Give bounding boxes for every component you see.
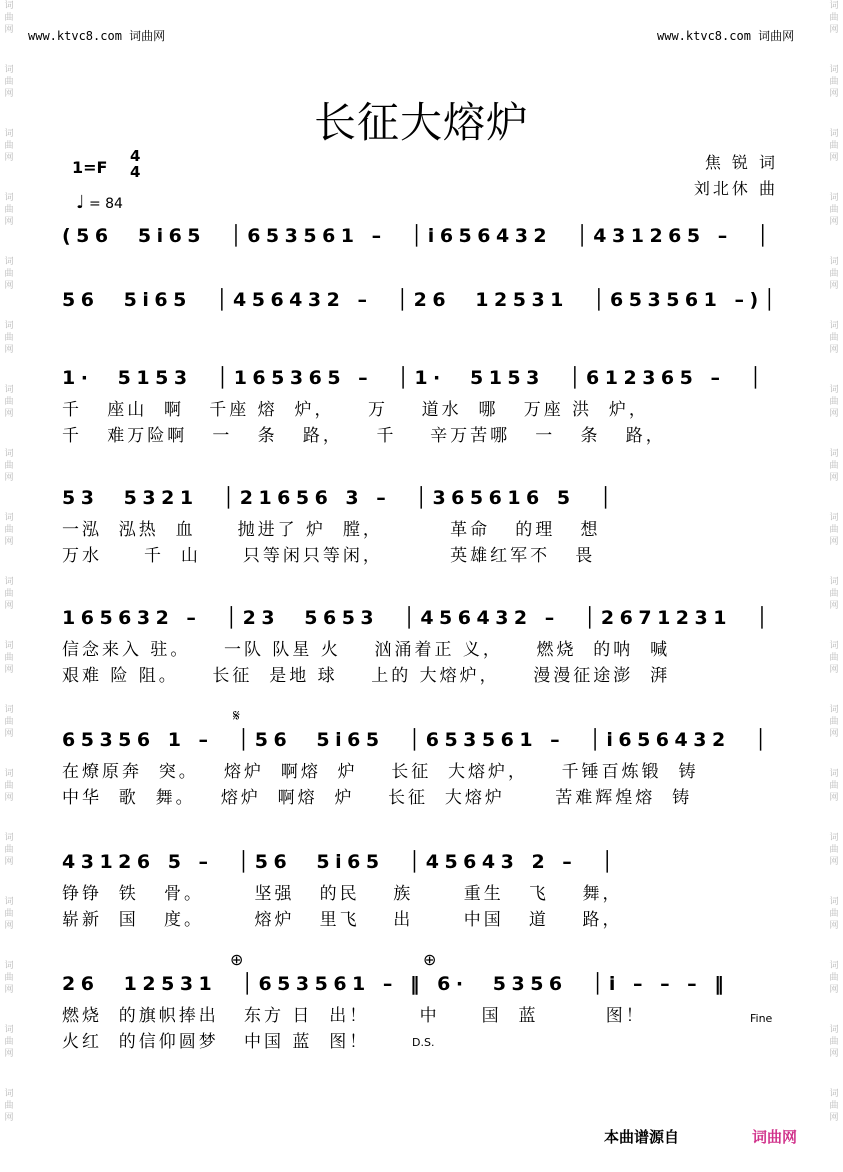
watermark-char: 网 xyxy=(829,857,839,867)
notation-text: 165632 – │23 5653 │456432 – │2671231 │ xyxy=(62,607,774,629)
watermark-char: 词 xyxy=(4,193,14,203)
fine-marking: Fine xyxy=(750,1012,773,1025)
watermark-char: 网 xyxy=(4,473,14,483)
lyricist-credit: 焦 锐 词 xyxy=(704,153,778,172)
url-text: www.ktvc8.com xyxy=(28,29,122,43)
watermark-char: 曲 xyxy=(829,461,839,471)
watermark-char: 网 xyxy=(4,409,14,419)
watermark-char: 词 xyxy=(4,321,14,331)
watermark-char: 词 xyxy=(4,513,14,523)
watermark-char: 网 xyxy=(829,665,839,675)
watermark-char: 曲 xyxy=(4,141,14,151)
watermark-char: 词 xyxy=(4,769,14,779)
watermark-char: 词 xyxy=(4,705,14,715)
watermark-char: 曲 xyxy=(829,1101,839,1111)
watermark-char: 曲 xyxy=(829,141,839,151)
watermark-char: 曲 xyxy=(829,205,839,215)
watermark-char: 词 xyxy=(829,193,839,203)
right-watermark-strip xyxy=(827,0,841,1172)
segno-icon: 𝄋 xyxy=(233,706,240,725)
watermark-char: 曲 xyxy=(829,781,839,791)
watermark-char: 词 xyxy=(829,65,839,75)
lyric-line-2: 千 难万险啊 一 条 路， 千 辛万苦哪 一 条 路， xyxy=(62,426,666,446)
watermark-char: 网 xyxy=(829,89,839,99)
watermark-char: 曲 xyxy=(4,1101,14,1111)
watermark-char: 网 xyxy=(4,345,14,355)
watermark-char: 网 xyxy=(4,281,14,291)
notation-text: 1· 5153 │165365 – │1· 5153 │612365 – │ xyxy=(62,367,767,389)
watermark-char: 网 xyxy=(4,217,14,227)
watermark-char: 曲 xyxy=(4,205,14,215)
notation-row xyxy=(62,486,782,516)
watermark-char: 网 xyxy=(829,729,839,739)
watermark-char: 词 xyxy=(4,129,14,139)
watermark-char: 网 xyxy=(4,537,14,547)
watermark-char: 网 xyxy=(829,793,839,803)
notation-row xyxy=(62,850,782,880)
watermark-char: 网 xyxy=(4,1049,14,1059)
notation-text: 53 5321 │21656 3 – │365616 5 │ xyxy=(62,487,617,509)
song-title: 长征大熔炉 xyxy=(313,98,529,147)
lyric-line-1: 在燎原奔 突。 熔炉 啊熔 炉 长征 大熔炉， 千锤百炼锻 铸 xyxy=(62,762,699,782)
header-url-right[interactable] xyxy=(657,27,794,44)
notation-text: 26 12531 │653561 – ‖ 6· 5356 │i – – – ‖ xyxy=(62,973,730,995)
watermark-char: 词 xyxy=(4,641,14,651)
watermark-char: 曲 xyxy=(829,653,839,663)
watermark-char: 网 xyxy=(829,985,839,995)
watermark-char: 网 xyxy=(4,1113,14,1123)
watermark-char: 网 xyxy=(829,1049,839,1059)
watermark-char: 网 xyxy=(4,857,14,867)
notation-text: (56 5i65 │653561 – │i656432 │431265 – │ xyxy=(62,225,774,247)
watermark-char: 词 xyxy=(829,705,839,715)
watermark-char: 词 xyxy=(829,833,839,843)
watermark-char: 网 xyxy=(829,409,839,419)
watermark-char: 曲 xyxy=(4,781,14,791)
watermark-char: 曲 xyxy=(829,397,839,407)
watermark-char: 曲 xyxy=(829,77,839,87)
watermark-char: 网 xyxy=(4,665,14,675)
coda-icon: ⊕ xyxy=(230,950,244,969)
watermark-char: 词 xyxy=(4,449,14,459)
watermark-char: 曲 xyxy=(829,845,839,855)
key-signature: 1=F xyxy=(72,158,108,177)
watermark-char: 词 xyxy=(4,577,14,587)
watermark-char: 词 xyxy=(4,257,14,267)
watermark-char: 曲 xyxy=(829,973,839,983)
watermark-char: 曲 xyxy=(829,717,839,727)
watermark-char: 曲 xyxy=(4,397,14,407)
watermark-char: 词 xyxy=(829,1025,839,1035)
watermark-char: 网 xyxy=(829,25,839,35)
notation-text: 56 5i65 │456432 – │26 12531 │653561 –)│ xyxy=(62,289,781,311)
tempo-value: = 84 xyxy=(88,196,123,212)
watermark-char: 曲 xyxy=(829,909,839,919)
ds-marking: D.S. xyxy=(412,1036,435,1049)
tempo-marking xyxy=(76,192,123,213)
quarter-note-icon: ♩ xyxy=(76,192,85,213)
time-sig-top: 4 xyxy=(130,147,141,165)
watermark-char: 网 xyxy=(829,473,839,483)
watermark-char: 网 xyxy=(829,153,839,163)
watermark-char: 曲 xyxy=(4,269,14,279)
time-signature xyxy=(130,148,140,180)
watermark-char: 曲 xyxy=(4,909,14,919)
footer-source-site[interactable]: 词曲网 xyxy=(752,1128,798,1146)
watermark-char: 网 xyxy=(4,25,14,35)
watermark-char: 网 xyxy=(829,345,839,355)
watermark-char: 网 xyxy=(829,601,839,611)
watermark-char: 曲 xyxy=(4,77,14,87)
watermark-char: 网 xyxy=(4,89,14,99)
watermark-char: 曲 xyxy=(4,13,14,23)
watermark-char: 词 xyxy=(4,961,14,971)
watermark-char: 曲 xyxy=(4,1037,14,1047)
watermark-char: 网 xyxy=(829,1113,839,1123)
watermark-char: 网 xyxy=(4,793,14,803)
watermark-char: 曲 xyxy=(4,653,14,663)
watermark-char: 网 xyxy=(829,217,839,227)
watermark-char: 词 xyxy=(829,513,839,523)
watermark-char: 网 xyxy=(4,601,14,611)
watermark-char: 词 xyxy=(829,385,839,395)
watermark-char: 曲 xyxy=(829,525,839,535)
watermark-char: 词 xyxy=(4,65,14,75)
watermark-char: 网 xyxy=(829,921,839,931)
notation-row xyxy=(62,366,782,396)
lyric-line-1: 燃烧 的旗帜捧出 东方 日 出！ 中 国 蓝 图！ xyxy=(62,1006,646,1026)
watermark-char: 词 xyxy=(4,1,14,11)
watermark-char: 曲 xyxy=(829,333,839,343)
coda-icon: ⊕ xyxy=(423,950,437,969)
site-name: 词曲网 xyxy=(129,29,166,43)
notation-row xyxy=(62,606,782,636)
watermark-char: 网 xyxy=(829,281,839,291)
watermark-char: 曲 xyxy=(4,845,14,855)
watermark-char: 曲 xyxy=(4,589,14,599)
time-sig-bottom: 4 xyxy=(130,163,141,181)
watermark-char: 词 xyxy=(829,1,839,11)
watermark-char: 曲 xyxy=(829,1037,839,1047)
lyric-line-2: 艰难 险 阻。 长征 是地 球 上的 大熔炉， 漫漫征途澎 湃 xyxy=(62,666,671,686)
site-name: 词曲网 xyxy=(758,29,795,43)
header-url-left[interactable] xyxy=(28,27,165,44)
notation-row xyxy=(62,728,782,758)
watermark-char: 词 xyxy=(829,641,839,651)
url-text: www.ktvc8.com xyxy=(657,29,751,43)
watermark-char: 词 xyxy=(829,897,839,907)
notation-text: 65356 1 – │56 5i65 │653561 – │i656432 │ xyxy=(62,729,772,751)
watermark-char: 曲 xyxy=(4,717,14,727)
watermark-char: 网 xyxy=(4,153,14,163)
watermark-char: 词 xyxy=(4,385,14,395)
watermark-char: 词 xyxy=(4,1089,14,1099)
watermark-char: 词 xyxy=(829,1089,839,1099)
watermark-char: 曲 xyxy=(829,589,839,599)
left-watermark-strip xyxy=(2,0,16,1172)
watermark-char: 词 xyxy=(4,897,14,907)
watermark-char: 曲 xyxy=(829,13,839,23)
watermark-char: 曲 xyxy=(4,525,14,535)
footer-source-label: 本曲谱源自 xyxy=(604,1128,680,1146)
watermark-char: 曲 xyxy=(4,461,14,471)
lyric-line-2: 万水 千 山 只等闲只等闲， 英雄红军不 畏 xyxy=(62,546,596,566)
watermark-char: 词 xyxy=(829,129,839,139)
watermark-char: 词 xyxy=(829,961,839,971)
watermark-char: 词 xyxy=(829,577,839,587)
watermark-char: 词 xyxy=(829,257,839,267)
lyric-line-1: 铮铮 铁 骨。 坚强 的民 族 重生 飞 舞， xyxy=(62,884,623,904)
watermark-char: 词 xyxy=(4,833,14,843)
watermark-char: 曲 xyxy=(4,333,14,343)
lyric-line-2: 中华 歌 舞。 熔炉 啊熔 炉 长征 大熔炉 苦难辉煌熔 铸 xyxy=(62,788,693,808)
lyric-line-1: 信念来入 驻。 一队 队星 火 汹涌着正 义， 燃烧 的呐 喊 xyxy=(62,640,671,660)
watermark-char: 词 xyxy=(829,449,839,459)
watermark-char: 曲 xyxy=(829,269,839,279)
lyric-line-1: 一泓 泓热 血 抛进了 炉 膛， 革命 的理 想 xyxy=(62,520,601,540)
watermark-char: 词 xyxy=(829,321,839,331)
notation-text: 43126 5 – │56 5i65 │45643 2 – │ xyxy=(62,851,619,873)
watermark-char: 网 xyxy=(4,985,14,995)
watermark-char: 网 xyxy=(4,921,14,931)
lyric-line-1: 千 座山 啊 千座 熔 炉， 万 道水 哪 万座 洪 炉， xyxy=(62,400,649,420)
watermark-char: 词 xyxy=(4,1025,14,1035)
lyric-line-2: 火红 的信仰圆梦 中国 蓝 图！ xyxy=(62,1032,370,1052)
notation-row xyxy=(62,224,782,254)
watermark-char: 词 xyxy=(829,769,839,779)
notation-row xyxy=(62,972,782,1002)
composer-credit: 刘北休 曲 xyxy=(693,179,778,198)
watermark-char: 网 xyxy=(4,729,14,739)
lyric-line-2: 崭新 国 度。 熔炉 里飞 出 中国 道 路， xyxy=(62,910,623,930)
notation-row xyxy=(62,288,782,318)
watermark-char: 网 xyxy=(829,537,839,547)
watermark-char: 曲 xyxy=(4,973,14,983)
